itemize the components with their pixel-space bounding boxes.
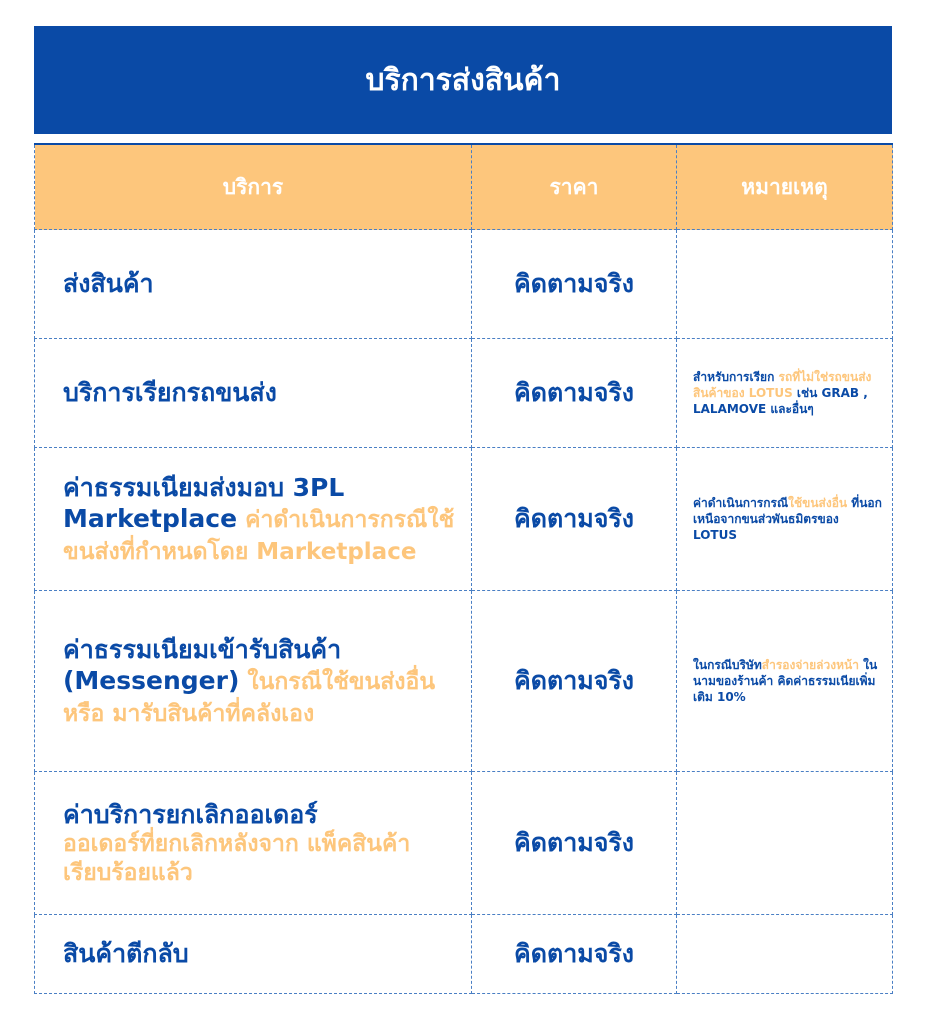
service-name: ค่าธรรมเนียมส่งมอบ 3PL Marketplace: [63, 472, 345, 533]
note-text: สำหรับการเรียก: [693, 369, 779, 384]
service-table: [34, 143, 893, 994]
note-cell: [677, 591, 893, 772]
table-row: [35, 915, 893, 994]
header-service: บริการ: [35, 144, 472, 230]
service-name: ค่าธรรมเนียมเข้ารับสินค้า (Messenger): [63, 634, 342, 695]
service-cell: [35, 591, 472, 772]
note-text-end: เช่น GRAB , LALAMOVE และอื่นๆ: [693, 385, 868, 417]
service-cell: [35, 772, 472, 915]
page-title: บริการส่งสินค้า: [34, 26, 892, 134]
service-name: บริการเรียกรถขนส่ง: [63, 378, 277, 408]
header-price: ราคา: [472, 144, 677, 230]
table-row: [35, 230, 893, 339]
price-cell: คิดตามจริง: [472, 339, 677, 448]
note-cell: [677, 915, 893, 994]
service-subtext: ค่าดำเนินการกรณีใช้ขนส่งที่กำหนดโดย Marketplace: [63, 506, 455, 565]
service-subtext: ในกรณีใช้ขนส่งอื่น หรือ มารับสินค้าที่คลังเอง: [63, 668, 436, 727]
note-cell: [677, 339, 893, 448]
service-subtext: ออเดอร์ที่ยกเลิกหลังจาก แพ็คสินค้าเรียบร้อยแล้ว: [63, 830, 411, 886]
note-cell: [677, 772, 893, 915]
table-row: [35, 591, 893, 772]
service-cell: [35, 230, 472, 339]
table-header-row: [35, 144, 893, 230]
price-cell: คิดตามจริง: [472, 230, 677, 339]
price-cell: คิดตามจริง: [472, 448, 677, 591]
table-row: [35, 448, 893, 591]
note-text-end: ในนามของร้านค้า คิดค่าธรรมเนียเพิ่มเติม 10%: [693, 657, 878, 705]
service-name: ส่งสินค้า: [63, 269, 154, 299]
note-highlight: รถที่ไม่ใช่รถขนส่งสินค้าของ LOTUS: [693, 369, 872, 400]
note-cell: [677, 448, 893, 591]
price-cell: คิดตามจริง: [472, 591, 677, 772]
table-row: [35, 339, 893, 448]
note-highlight: ใช้ขนส่งอื่น: [788, 495, 848, 510]
note-highlight: สำรองจ่ายล่วงหน้า: [761, 657, 859, 672]
service-cell: [35, 915, 472, 994]
service-cell: [35, 339, 472, 448]
note-text: ในกรณีบริษัท: [693, 657, 762, 672]
header-note: หมายเหตุ: [677, 144, 893, 230]
table-row: [35, 772, 893, 915]
service-name: สินค้าตีกลับ: [63, 939, 189, 969]
price-cell: คิดตามจริง: [472, 915, 677, 994]
note-text: ค่าดำเนินการกรณี: [693, 495, 789, 510]
service-cell: [35, 448, 472, 591]
service-name: ค่าบริการยกเลิกออเดอร์: [63, 799, 318, 829]
note-cell: [677, 230, 893, 339]
price-cell: คิดตามจริง: [472, 772, 677, 915]
note-text-end: ที่นอกเหนือจากขนส่วพันธมิตรของ LOTUS: [693, 495, 882, 543]
